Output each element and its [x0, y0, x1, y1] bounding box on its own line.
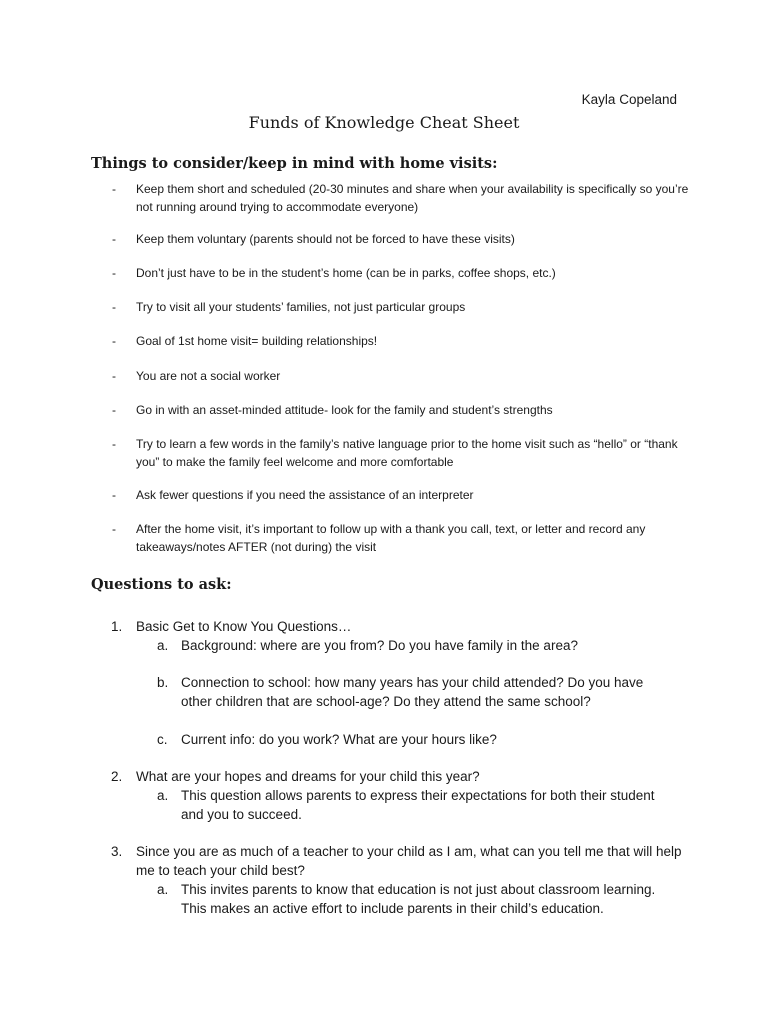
author-name: Kayla Copeland — [581, 92, 677, 107]
question-item — [111, 842, 691, 880]
sub-item-letter: a. — [157, 882, 169, 897]
list-item — [112, 436, 692, 471]
list-item-text: Don’t just have to be in the student’s home (can be in parks, coffee shops, etc.) — [136, 266, 556, 280]
list-item-text: Goal of 1st home visit= building relationships! — [136, 334, 378, 348]
sub-item-text: This question allows parents to express their expectations for both their student and you to succeed. — [181, 788, 655, 822]
question-sub-item — [157, 636, 677, 655]
bullet-marker: - — [112, 232, 116, 246]
list-item — [112, 299, 692, 317]
sub-item-text: Current info: do you work? What are your hours like? — [181, 732, 497, 747]
list-item-text: Try to learn a few words in the family’s native language prior to the home visit such as “hello” or “thank you” to make the family feel welcome and more comfortable — [136, 437, 678, 469]
list-item — [112, 521, 692, 556]
bullet-marker: - — [112, 300, 116, 314]
sub-item-letter: b. — [157, 675, 169, 690]
bullet-marker: - — [112, 182, 116, 196]
question-sub-item — [157, 673, 677, 711]
question-sub-item — [157, 880, 677, 918]
list-item — [112, 265, 692, 283]
question-item — [111, 617, 691, 636]
question-number: 2. — [111, 769, 123, 784]
section-heading-home-visits: Things to consider/keep in mind with home visits: — [91, 155, 498, 172]
question-item — [111, 767, 691, 786]
sub-item-letter: c. — [157, 732, 168, 747]
list-item-text: Ask fewer questions if you need the assistance of an interpreter — [136, 488, 474, 502]
document-title: Funds of Knowledge Cheat Sheet — [248, 113, 520, 132]
list-item-text: You are not a social worker — [136, 369, 281, 383]
question-number: 1. — [111, 619, 123, 634]
question-text: Since you are as much of a teacher to your child as I am, what can you tell me that will help me to teach your child best? — [136, 844, 682, 878]
bullet-marker: - — [112, 266, 116, 280]
bullet-marker: - — [112, 403, 116, 417]
list-item-text: Keep them voluntary (parents should not be forced to have these visits) — [136, 232, 515, 246]
sub-item-letter: a. — [157, 638, 169, 653]
bullet-marker: - — [112, 369, 116, 383]
list-item-text: Try to visit all your students’ families, not just particular groups — [136, 300, 466, 314]
bullet-marker: - — [112, 437, 116, 451]
list-item — [112, 333, 692, 351]
list-item-text: Go in with an asset-minded attitude- look for the family and student’s strengths — [136, 403, 553, 417]
bullet-marker: - — [112, 522, 116, 536]
question-text: Basic Get to Know You Questions… — [136, 619, 352, 634]
question-sub-item — [157, 786, 677, 824]
bullet-marker: - — [112, 334, 116, 348]
sub-item-letter: a. — [157, 788, 169, 803]
list-item-text: Keep them short and scheduled (20-30 minutes and share when your availability is specifically so you’re not running around trying to accommodate everyone) — [136, 182, 689, 214]
question-number: 3. — [111, 844, 123, 859]
sub-item-text: This invites parents to know that education is not just about classroom learning. This makes an active effort to include parents in their child’s education. — [181, 882, 656, 916]
question-text: What are your hopes and dreams for your child this year? — [136, 769, 480, 784]
bullet-marker: - — [112, 488, 116, 502]
list-item — [112, 181, 692, 216]
list-item — [112, 368, 692, 386]
list-item — [112, 487, 692, 505]
sub-item-text: Connection to school: how many years has your child attended? Do you have other children that are school-age? Do they attend the same school? — [181, 675, 644, 709]
list-item — [112, 231, 692, 249]
sub-item-text: Background: where are you from? Do you have family in the area? — [181, 638, 578, 653]
section-heading-questions: Questions to ask: — [91, 576, 232, 593]
question-sub-item — [157, 730, 677, 749]
list-item — [112, 402, 692, 420]
list-item-text: After the home visit, it’s important to follow up with a thank you call, text, or letter and record any takeaways/notes AFTER (not during) the visit — [136, 522, 646, 554]
